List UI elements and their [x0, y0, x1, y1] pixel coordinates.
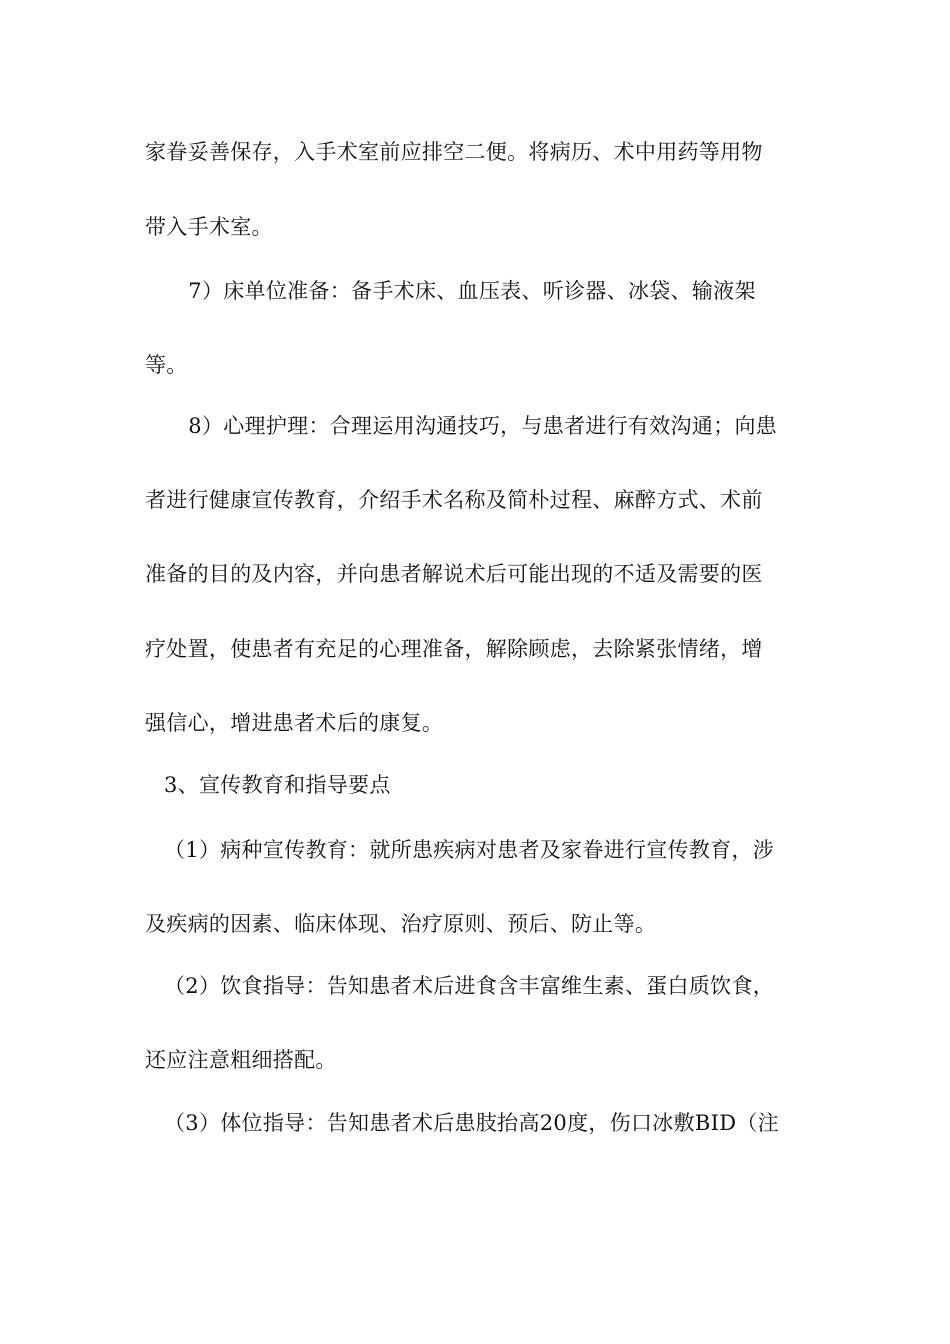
- text-line-1: 家眷妥善保存，入手术室前应排空二便。将病历、术中用药等用物: [145, 140, 763, 164]
- text-line-12: 及疾病的因素、临床体现、治疗原则、预后、防止等。: [145, 912, 657, 936]
- text-line-8: 疗处置，使患者有充足的心理准备，解除顾虑，去除紧张情绪，增: [145, 637, 763, 661]
- text-line-11: （1）病种宣传教育：就所患疾病对患者及家眷进行宣传教育，涉: [164, 838, 775, 862]
- text-line-7: 准备的目的及内容，并向患者解说术后可能出现的不适及需要的医: [145, 562, 763, 586]
- text-line-4: 等。: [145, 353, 188, 377]
- text-line-13: （2）饮食指导：告知患者术后进食含丰富维生素、蛋白质饮食，: [164, 974, 775, 998]
- section-heading: 3、宣传教育和指导要点: [164, 773, 391, 797]
- text-line-14: 还应注意粗细搭配。: [145, 1048, 337, 1072]
- text-line-3: 7）床单位准备：备手术床、血压表、听诊器、冰袋、输液架: [167, 279, 756, 303]
- text-line-15: （3）体位指导：告知患者术后患肢抬高20度，伤口冰敷BID（注: [164, 1111, 779, 1135]
- text-line-2: 带入手术室。: [145, 215, 273, 239]
- text-line-5: 8）心理护理：合理运用沟通技巧，与患者进行有效沟通；向患: [167, 414, 778, 438]
- text-line-6: 者进行健康宣传教育，介绍手术名称及简朴过程、麻醉方式、术前: [145, 488, 763, 512]
- text-line-9: 强信心，增进患者术后的康复。: [145, 711, 444, 735]
